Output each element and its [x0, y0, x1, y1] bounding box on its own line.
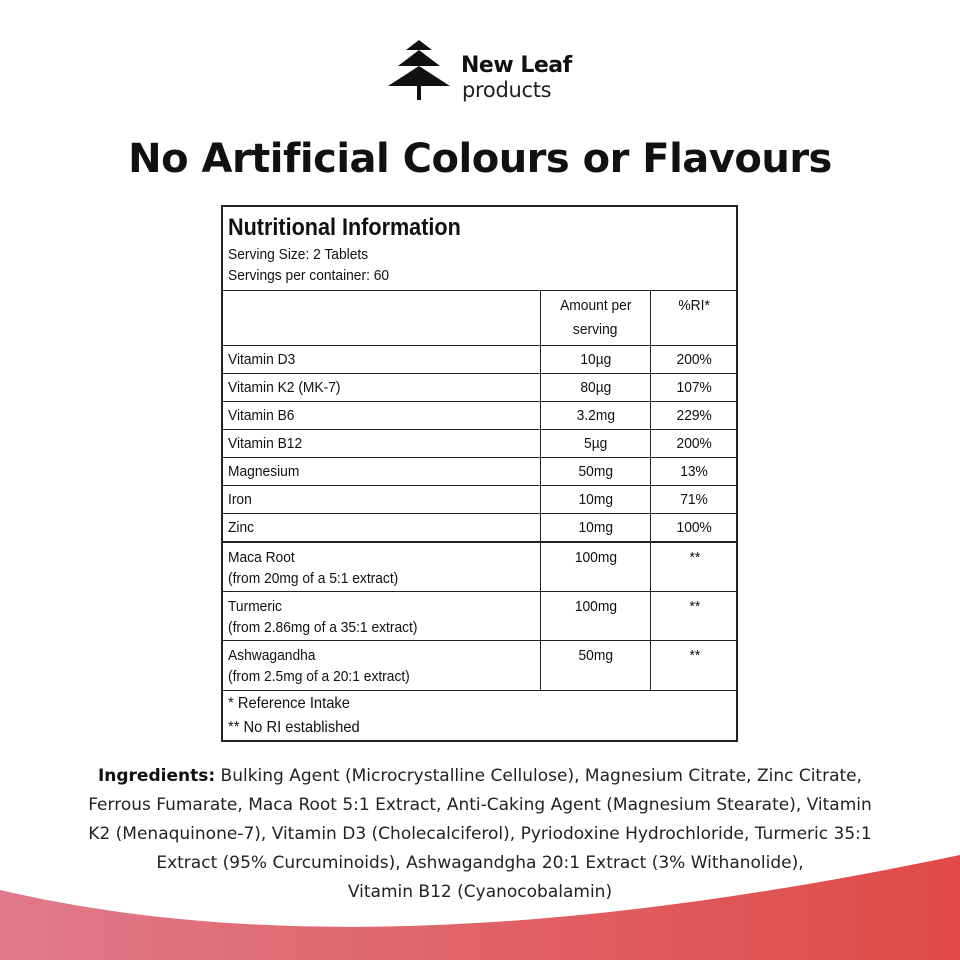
extract-amount: 100mg: [574, 598, 617, 615]
nutrient-amount: 3.2mg: [576, 407, 615, 424]
leaf-tree-icon: [386, 38, 452, 104]
nutrient-amount: 10µg: [580, 351, 611, 368]
table-row: [223, 514, 736, 543]
nutrient-name: Vitamin B6: [228, 407, 295, 424]
table-row: [223, 374, 736, 402]
serving-size: Serving Size: 2 Tablets: [228, 246, 369, 263]
brand-logo: [386, 38, 586, 104]
extract-ri: **: [689, 598, 700, 615]
column-header-row: [223, 290, 736, 346]
nutrient-name: Magnesium: [228, 463, 300, 480]
footnote-reference-intake: * Reference Intake: [228, 695, 350, 712]
brand-name: New Leaf: [461, 53, 572, 78]
table-row: [223, 458, 736, 486]
nutrient-ri: 200%: [676, 351, 713, 368]
nutrient-name: Iron: [228, 491, 252, 508]
extract-detail: (from 2.5mg of a 20:1 extract): [228, 668, 410, 685]
table-row: [223, 592, 736, 641]
extract-detail: (from 20mg of a 5:1 extract): [228, 570, 399, 587]
table-row: [223, 486, 736, 514]
nutrient-ri: 13%: [680, 463, 709, 480]
extract-detail: (from 2.86mg of a 35:1 extract): [228, 619, 418, 636]
table-row: [223, 402, 736, 430]
nutrient-ri: 107%: [676, 379, 713, 396]
nutrient-amount: 10mg: [578, 519, 613, 536]
nutrient-ri: 200%: [676, 435, 713, 452]
nutrition-header: [223, 207, 736, 291]
nutrient-name: Vitamin B12: [228, 435, 303, 452]
nutrient-ri: 100%: [676, 519, 713, 536]
nutrient-name: Vitamin K2 (MK-7): [228, 379, 341, 396]
brand-subname: products: [462, 78, 552, 102]
ingredients-text: Ingredients: Bulking Agent (Microcrystalline Cellulose), Magnesium Citrate, Zinc Citrate, Ferrous Fumarate, Maca Root 5:1 Extract, Anti-Caking Agent (Magnesium Stearate), Vitamin K2 (Menaquinone-7), Vitamin D3 (Cholecalciferol), Pyriodoxine Hydrochloride, Turmeric 35:1 Extract (95% Curcuminoids), Ashwagandgha 20:1 Extract (3% Withanolide), Vitamin B12 (Cyanocobalamin): [88, 766, 872, 902]
nutrient-amount: 10mg: [578, 491, 613, 508]
table-row: [223, 543, 736, 592]
extract-name: Ashwagandha: [228, 647, 316, 664]
nutrition-panel: [221, 205, 738, 742]
decorative-wave: [0, 840, 960, 960]
extract-ri: **: [689, 647, 700, 664]
extract-name: Maca Root: [228, 549, 295, 566]
ingredients-label: Ingredients:: [97, 766, 216, 786]
page-title: No Artificial Colours or Flavours: [128, 136, 832, 182]
footnote-no-ri: ** No RI established: [228, 719, 360, 736]
extract-ri: **: [689, 549, 700, 566]
nutrient-amount: 50mg: [578, 463, 613, 480]
ri-column-header: %RI*: [650, 290, 738, 345]
extract-amount: 50mg: [578, 647, 613, 664]
nutrient-name: Zinc: [228, 519, 255, 536]
nutrient-name: Vitamin D3: [228, 351, 296, 368]
extract-name: Turmeric: [228, 598, 282, 615]
table-row: [223, 641, 736, 691]
nutrition-title: Nutritional Information: [228, 214, 461, 241]
nutrient-ri: 71%: [680, 491, 709, 508]
table-row: [223, 346, 736, 374]
nutrient-ri: 229%: [676, 407, 713, 424]
nutrient-amount: 80µg: [580, 379, 611, 396]
amount-column-header: Amount per serving: [540, 290, 650, 345]
nutrient-amount: 5µg: [583, 435, 608, 452]
table-row: [223, 430, 736, 458]
extract-amount: 100mg: [574, 549, 617, 566]
servings-per-container: Servings per container: 60: [228, 267, 390, 284]
